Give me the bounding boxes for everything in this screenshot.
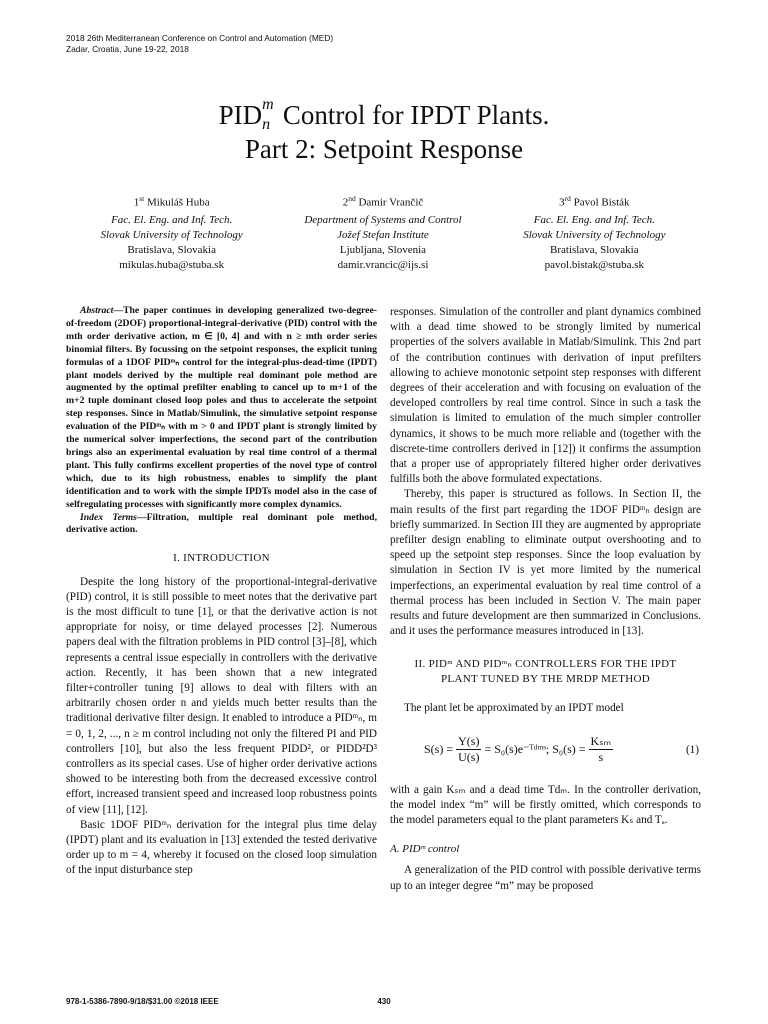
index-terms-text: —Filtration, multiple real dominant pole method, derivative action. [66, 511, 377, 536]
paragraph: Despite the long history of the proportional-integral-derivative (PID) control, it is still possible to meet notes that the derivative part is the most difficult to tune [1], or that the derivative action is not appropriate for noisy, or time delayed processes [2]. Numerous papers deal with the filtration problems in PID control [3]–[8], which represents a central issue especially in controllers with the derivative action. Recently, it has been shown that a new integrated filter+controller tuning [9] allows to deal with filters with an arbitrarily chosen order n and yields much better results than the traditional derivative filter design. It enabled to introduce a PIDᵐₙ, m = 0, 1, 2, ..., n ≥ m control including not only the filtered PI and PID controllers [10], but also the less frequent PIDD², or PIDD²D³ controllers as its special cases. Use of higher order derivative actions showed to be interesting both from the decreased excessive control effort, increased transient speed and increased loop robustness points of view [11], [12]. [66, 575, 377, 816]
author-name: Pavol Bisták [573, 196, 630, 209]
paragraph: Basic 1DOF PIDᵐₙ derivation for the integral plus time delay (IPDT) plant and its evaluation in [13] extended the tested derivative order up to m = 4, whereby it focused on the closed loop simulation of the input disturbance step [66, 818, 377, 877]
title-subscript: n [262, 116, 271, 133]
author-city: Ljubljana, Slovenia [339, 243, 427, 256]
author-affiliation-1: Fac. El. Eng. and Inf. Tech. [533, 213, 655, 226]
author-email: damir.vrancic@ijs.si [337, 258, 429, 271]
author-3 [489, 191, 700, 273]
author-number: 2 [342, 196, 349, 209]
author-city: Bratislava, Slovakia [550, 243, 639, 256]
author-number: 1 [133, 196, 140, 209]
index-terms-label: Index Terms [80, 511, 137, 523]
paragraph: The plant let be approximated by an IPDT model [404, 702, 624, 715]
equation-1 [390, 725, 701, 777]
author-number: 3 [559, 196, 565, 209]
author-2 [277, 191, 488, 273]
equation-number: (1) [685, 743, 699, 756]
author-affiliation-2: Jožef Stefan Institute [337, 228, 429, 241]
author-affiliation-1: Department of Systems and Control [304, 213, 462, 226]
section-heading-2 [390, 657, 701, 687]
footer-isbn: 978-1-5386-7890-9/18/$31.00 ©2018 IEEE [66, 997, 219, 1006]
left-column [66, 305, 377, 879]
author-name: Damir Vrančič [358, 196, 424, 209]
title-line-2: Part 2: Setpoint Response [244, 134, 524, 164]
paragraph: with a gain Kₛₘ and a dead time Tdₘ. In the controller derivation, the model index “m” will be firstly omitted, which corresponds to the model parameters equal to the plant parameters Kₛ and Tₐ. [390, 783, 701, 827]
title-line1-rest: Control for IPDT Plants. [276, 100, 550, 130]
section-heading-line-2: PLANT TUNED BY THE MRDP METHOD [441, 673, 650, 686]
fraction-numerator: Y(s) [458, 734, 480, 749]
author-affiliation-2: Slovak University of Technology [523, 228, 666, 241]
author-name: Mikuláš Huba [146, 196, 210, 209]
conference-header [66, 33, 333, 55]
conference-name: 2018 26th Mediterranean Conference on Control and Automation (MED) [66, 33, 334, 43]
fraction-numerator: Kₛₘ [590, 734, 612, 749]
equation-lhs: S(s) = [424, 742, 454, 757]
equation-fraction-2 [589, 734, 614, 765]
author-affiliation-2: Slovak University of Technology [100, 228, 243, 241]
section-heading-introduction: I. INTRODUCTION [173, 552, 270, 565]
author-1 [66, 191, 277, 273]
title-line-1 [0, 98, 768, 132]
author-ordinal: nd [348, 194, 356, 203]
paragraph: responses. Simulation of the controller and plant dynamics combined with a dead time showed to be strongly limited by numerical properties of the solvers available in Matlab/Simulink. This 2nd part of the contribution continues with derivation of input prefilters allowing to achieve monotonic setpoint step responses with different degrees of their acceleration and with focusing on evaluation of the developed controllers by real time control. Since in such a task the simulation is limited to emulation of the much simpler controller dynamics, it shows to be much more reliable and (together with the discrete-time controllers derived in [12]) it confirms the assumption that a proper use of appropriately filtered higher order derivatives fulfills both the above formulated expectations. [390, 306, 701, 486]
index-terms [66, 512, 377, 538]
author-email: mikulas.huba@stuba.sk [119, 258, 225, 271]
subsection-heading: A. PIDᵐ control [390, 843, 460, 856]
equation-fraction-1 [456, 734, 481, 765]
fraction-denominator: U(s) [458, 750, 480, 765]
paper-title [0, 98, 768, 166]
title-prefix: PID [218, 100, 263, 130]
title-superscript: m [262, 96, 274, 113]
fraction-denominator: s [598, 750, 604, 765]
title-script [262, 96, 276, 133]
author-ordinal: rd [564, 194, 571, 203]
author-email: pavol.bistak@stuba.sk [544, 258, 644, 271]
abstract [66, 305, 377, 512]
page-number: 430 [377, 997, 391, 1006]
conference-location: Zadar, Croatia, June 19-22, 2018 [66, 44, 189, 54]
section-heading-line-1: II. PIDᵐ AND PIDᵐₙ CONTROLLERS FOR THE IPDT [414, 658, 677, 671]
paragraph: A generalization of the PID control with possible derivative terms up to an integer degree “m” may be proposed [390, 864, 701, 892]
abstract-text: —The paper continues in developing generalized two-degree-of-freedom (2DOF) proportional-integral-derivative (PID) control with the mth order derivative action, m ∈ [0, 4] and with n ≥ mth order series binomial filters. By focussing on the setpoint responses, the explicit tuning formulas of a 1DOF PIDᵐₙ control for the integral-plus-dead-time (IPDT) plant models derived by the multiple real dominant pole method are augmented by the optimal prefilter enabling to cancel up to m+1 of the m+2 tuple dominant closed loop poles and thus to accelerate the setpoint step responses. Since in Matlab/Simulink, the simulative setpoint response evaluation of the PIDᵐₙ with m > 0 and IPDT plant is strongly limited by the numerical solver imperfections, the second part of the contribution brings also an experimental evaluation by real time control of a thermal plant. This fully confirms excellent properties of the novel type of control which, due to its high robustness, enables to simplify the plant identification and to work with the simple IPDTs model also in the case of selfregulating processes with significantly more complex dynamics. [66, 305, 377, 510]
equation-middle: = S₀(s)e⁻ᵀᵈᵐˢ; S₀(s) = [484, 742, 586, 757]
paragraph: Thereby, this paper is structured as follows. In Section II, the main results of the first part regarding the 1DOF PIDᵐₙ design are briefly summarized. In Section III they are augmented by appropriate prefilter design enabling to eliminate output overshooting and to speed up the setpoint step responses. Since the loop evaluation by simulation in Section IV is yet more limited by the numerical imperfections, an experimental evaluation by real time control of a thermal process has been included in Section V. The main paper results and future development are then summarized in Conclusions. and it uses the performance measures introduced in [13]. [390, 488, 701, 638]
right-column [390, 305, 701, 894]
author-ordinal: st [139, 194, 145, 203]
author-block [66, 191, 700, 273]
author-affiliation-1: Fac. El. Eng. and Inf. Tech. [111, 213, 233, 226]
author-city: Bratislava, Slovakia [127, 243, 216, 256]
abstract-label: Abstract [80, 305, 114, 316]
